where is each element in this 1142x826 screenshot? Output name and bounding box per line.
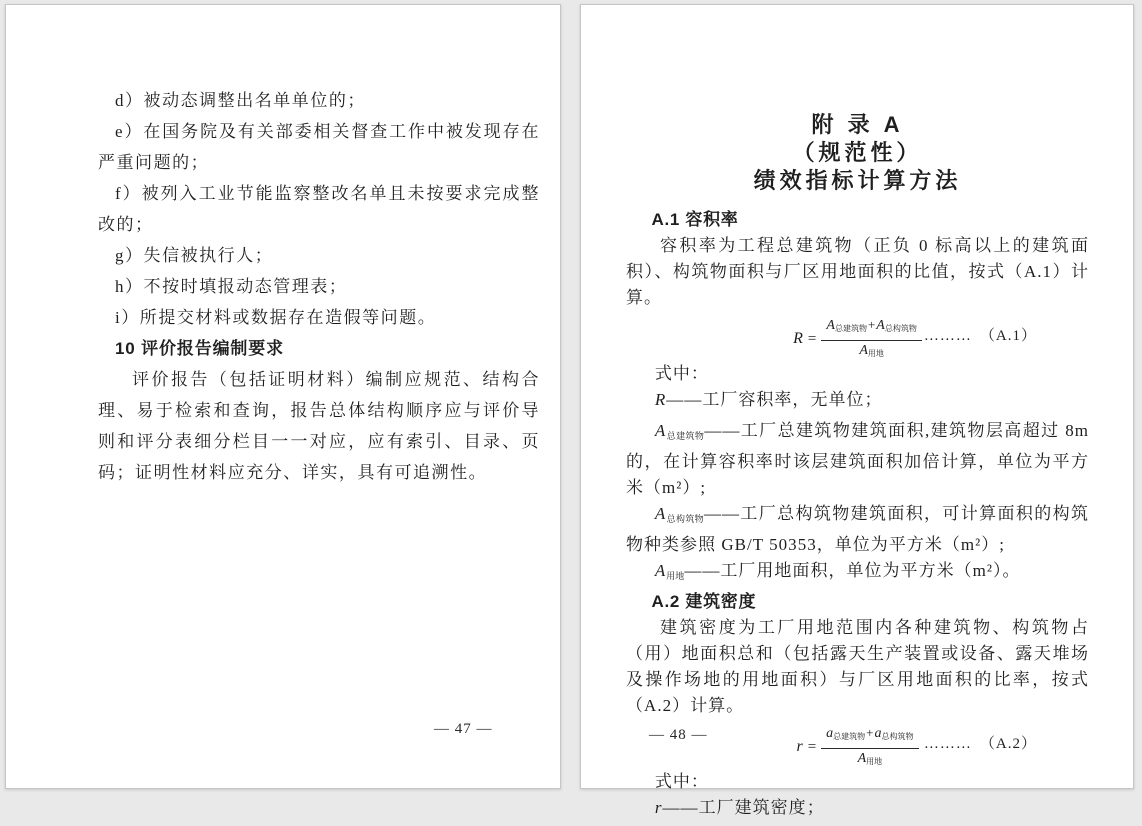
- list-item-e: e）在国务院及有关部委相关督查工作中被发现存在严重问题的；: [98, 122, 540, 172]
- list-item-f: f）被列入工业节能监察整改名单且未按要求完成整改的；: [98, 184, 540, 234]
- fraction: $\frac{A_{总建筑物}+A_{总构筑物}}{A_{用地}}$: [821, 315, 921, 363]
- list-item-d: d）被动态调整出名单单位的；: [115, 91, 366, 110]
- formula-a1-number: ……… （A.1）: [923, 328, 1037, 344]
- a1-definition-r: R——工厂容积率，无单位；: [654, 390, 883, 409]
- a1-where-label: 式中：: [654, 364, 709, 383]
- a1-definition-total-buildings: $A_{总建筑物}——$工厂总建筑物建筑面积,建筑物层高超过 8m 的，在计算容积率时该层建筑面积加倍计算，单位为平方米（m²）;: [626, 421, 1089, 497]
- heading-a1: A.1 容积率: [651, 210, 739, 229]
- a2-where-label: 式中：: [654, 772, 709, 791]
- page-number-47: — 47 —: [434, 721, 493, 737]
- a1-definition-land-area: $A_{用地}——$工厂用地面积，单位为平方米（m²）。: [654, 561, 1021, 581]
- formula-a1: [626, 313, 1089, 359]
- formula-a1-expression: R = $\frac{A_{总建筑物}+A_{总构筑物}}{A_{用地}}$: [793, 315, 922, 363]
- section-10-heading: 10 评价报告编制要求: [115, 339, 284, 358]
- appendix-title-line2: （规范性）: [792, 140, 923, 165]
- appendix-title: [626, 111, 1089, 195]
- list-item-h: h）不按时填报动态管理表；: [115, 277, 348, 296]
- formula-a2-number: ……… （A.2）: [923, 736, 1037, 752]
- a1-definition-total-structures: $A_{总构筑物}——$工厂总构筑物建筑面积，可计算面积的构筑物种类参照 GB/T 50353，单位为平方米（m²）;: [626, 504, 1089, 554]
- page-48: [580, 4, 1134, 817]
- appendix-title-line3: 绩效指标计算方法: [753, 168, 962, 193]
- a1-intro: 容积率为工程总建筑物（正负 0 标高以上的建筑面积）、构筑物面积与厂区用地面积的比值，按式（A.1）计算。: [626, 236, 1089, 307]
- page-47: [5, 4, 561, 789]
- a2-definition-r: r——工厂建筑密度；: [654, 798, 825, 817]
- page-number-48: — 48 —: [649, 727, 708, 743]
- section-10-body: 评价报告（包括证明材料）编制应规范、结构合理、易于检索和查询，报告总体结构顺序应与评价导则和评分表细分栏目一一对应，应有索引、目录、页码；证明性材料应充分、详实，具有可追溯性。: [98, 370, 540, 482]
- list-item-i: i）所提交材料或数据存在造假等问题。: [115, 308, 437, 327]
- appendix-title-line1: 附 录 A: [811, 112, 904, 137]
- fraction: $\frac{a_{总建筑物}+a_{总构筑物}}{A_{用地}}$: [821, 723, 918, 771]
- heading-a2: A.2 建筑密度: [651, 592, 757, 611]
- a2-intro: 建筑密度为工厂用地范围内各种建筑物、构筑物占（用）地面积总和（包括露天生产装置或设备、露天堆场及操作场地的用地面积）与厂区用地面积的比率，按式（A.2）计算。: [626, 618, 1089, 715]
- page-47-content: [98, 85, 540, 488]
- page-48-content: [626, 111, 1089, 826]
- list-item-g: g）失信被执行人；: [115, 246, 274, 265]
- formula-a2-expression: r = $\frac{a_{总建筑物}+a_{总构筑物}}{A_{用地}}$: [796, 723, 918, 771]
